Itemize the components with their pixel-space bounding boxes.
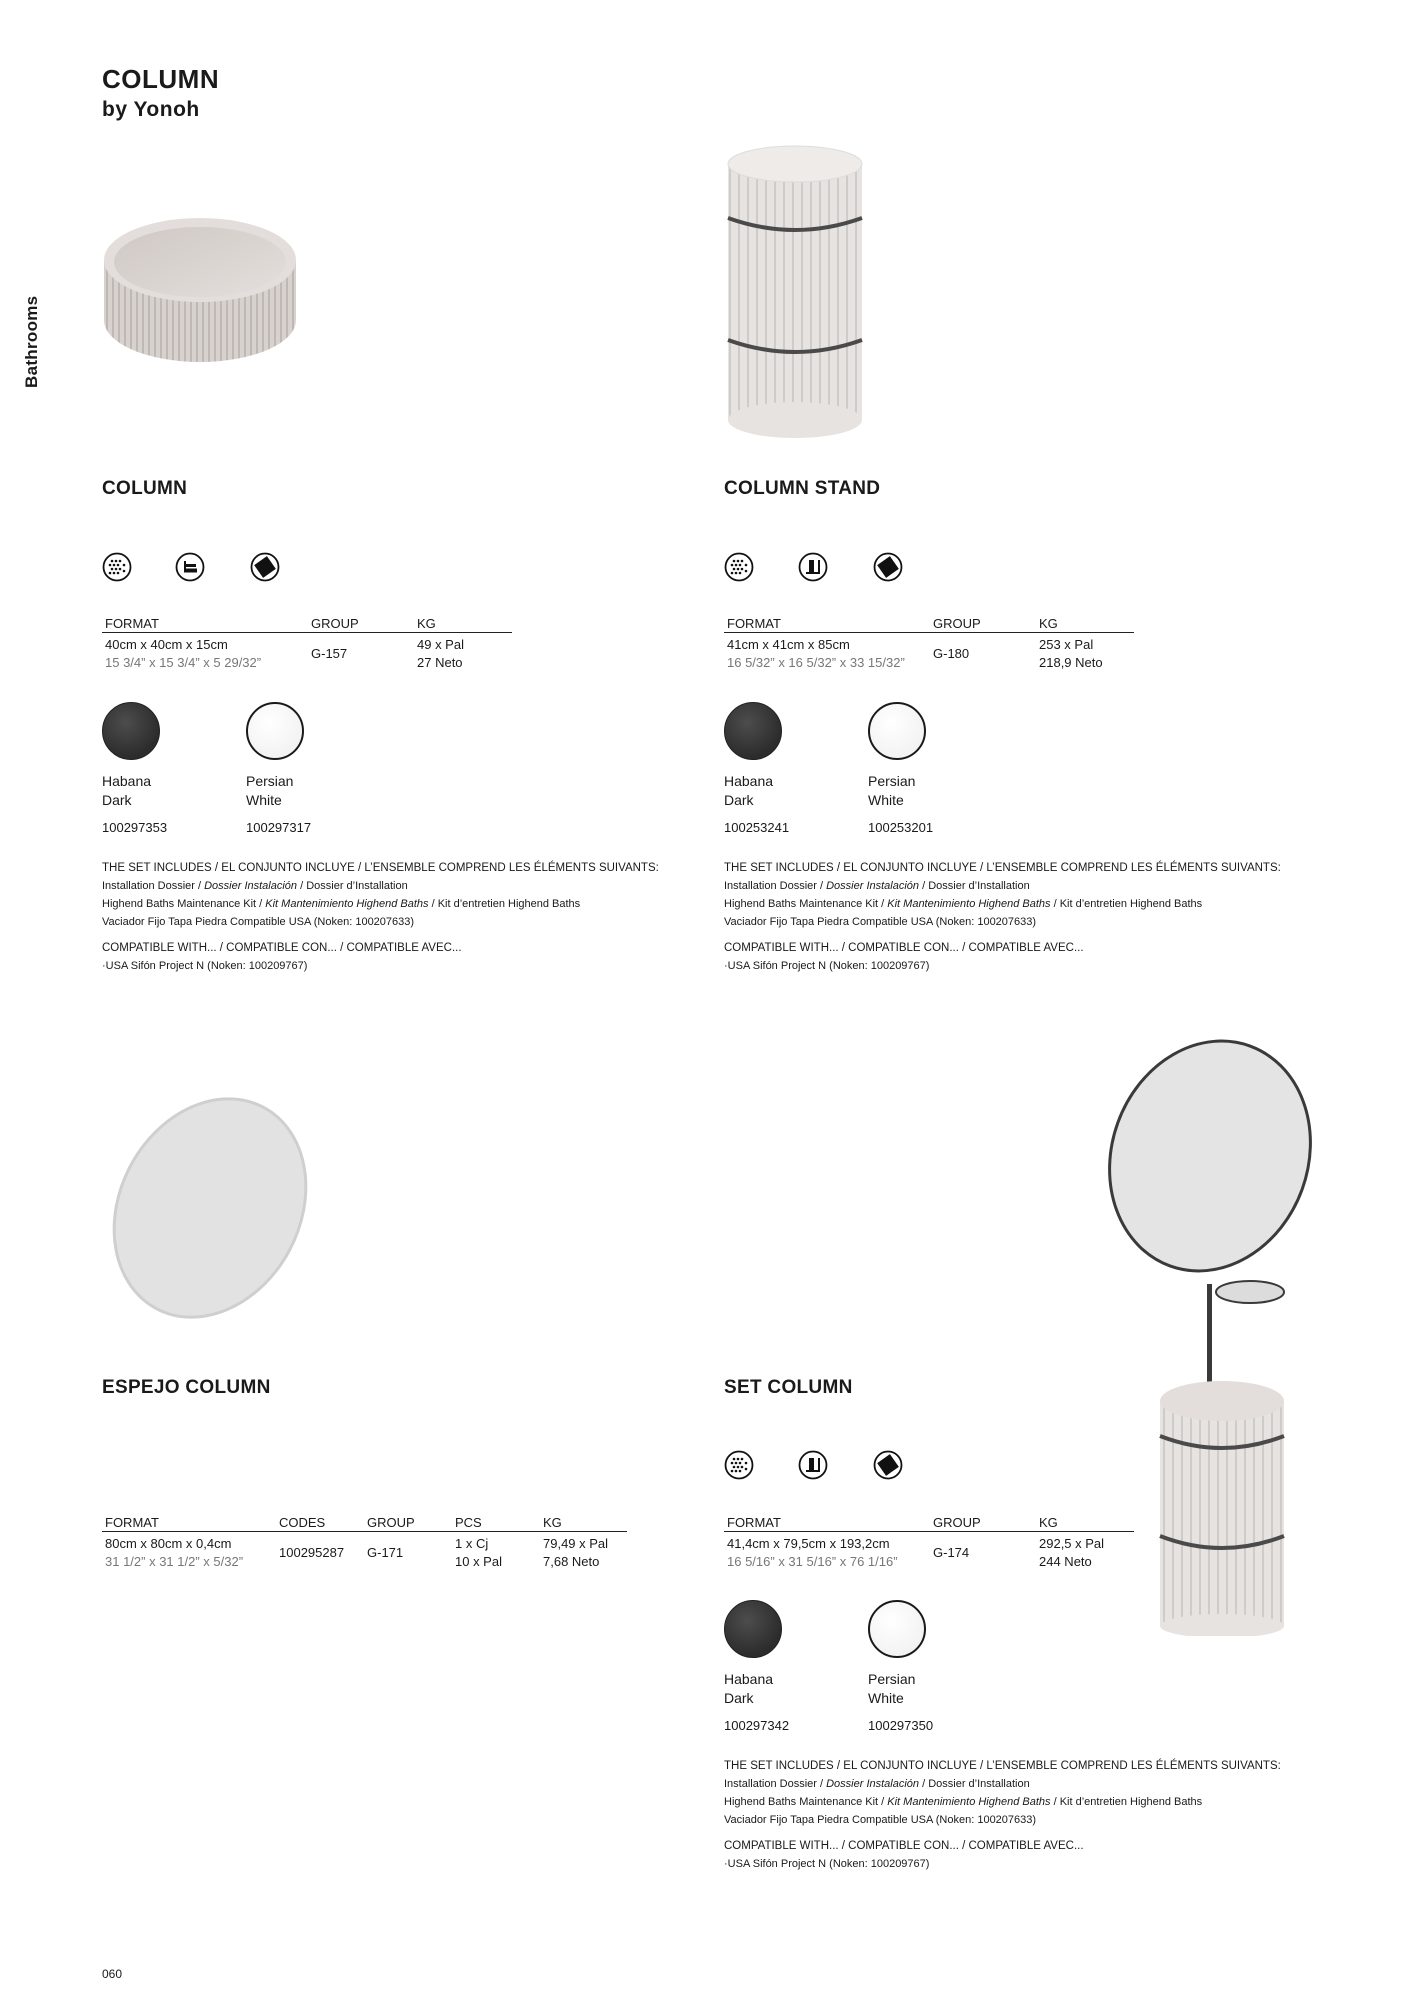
color-name: Persian White: [868, 773, 916, 808]
format-metric: 40cm x 40cm x 15cm: [105, 637, 228, 652]
floor-standing-icon: [798, 552, 828, 582]
eco-dots-icon: [724, 552, 754, 582]
brand-title: COLUMN: [102, 64, 220, 94]
kg-net: 7,68 Neto: [543, 1554, 600, 1569]
header-group: GROUP: [930, 1515, 1036, 1532]
format-imperial: 16 5/16” x 31 5/16” x 76 1/16”: [727, 1554, 898, 1569]
color-name: Habana Dark: [724, 773, 774, 808]
format-imperial: 31 1/2” x 31 1/2” x 5/32”: [105, 1554, 244, 1569]
habana-dark-swatch: [102, 702, 160, 760]
persian-white-swatch: [868, 1600, 926, 1658]
column-stand-image: [720, 142, 870, 442]
format-metric: 41cm x 41cm x 85cm: [727, 637, 850, 652]
habana-dark-swatch: [724, 702, 782, 760]
set-column-spec-table: [724, 1515, 1134, 1571]
pcs-box: 1 x Cj: [455, 1536, 489, 1551]
format-imperial: 16 5/32” x 16 5/32” x 33 15/32”: [727, 655, 905, 670]
persian-white-swatch: [868, 702, 926, 760]
kg-pallet: 49 x Pal: [417, 637, 464, 652]
eco-dots-icon: [102, 552, 132, 582]
color-code: 100297342: [724, 1718, 790, 1733]
page-number: 060: [102, 1967, 123, 1981]
eco-dots-icon: [724, 1450, 754, 1480]
countertop-mount-icon: [175, 552, 205, 582]
header-kg: KG: [414, 616, 512, 633]
column-basin-image: [100, 208, 300, 376]
header-kg: KG: [1036, 616, 1134, 633]
header-format: FORMAT: [102, 1515, 276, 1532]
pcs-pallet: 10 x Pal: [455, 1554, 502, 1569]
kg-pallet: 292,5 x Pal: [1039, 1536, 1105, 1551]
header-format: FORMAT: [724, 1515, 930, 1532]
group-value: G-171: [367, 1545, 404, 1560]
group-value: G-174: [933, 1545, 970, 1560]
diamond-finish-icon: [250, 552, 280, 582]
color-name: Habana Dark: [724, 1671, 774, 1706]
color-code: 100253241: [724, 820, 790, 835]
diamond-finish-icon: [873, 1450, 903, 1480]
header-kg: KG: [540, 1515, 627, 1532]
habana-dark-swatch: [724, 1600, 782, 1658]
codes-value: 100295287: [279, 1545, 345, 1560]
kg-net: 218,9 Neto: [1039, 655, 1103, 670]
header-format: FORMAT: [724, 616, 930, 633]
column-title: COLUMN: [102, 478, 188, 499]
color-name: Persian White: [246, 773, 294, 808]
header-codes: CODES: [276, 1515, 364, 1532]
persian-white-swatch: [246, 702, 304, 760]
espejo-column-spec-table: [102, 1515, 627, 1571]
kg-pallet: 79,49 x Pal: [543, 1536, 609, 1551]
column-spec-table: [102, 616, 512, 672]
column-stand-set-includes: THE SET INCLUDES / EL CONJUNTO INCLUYE / L’ENSEMBLE COMPREND LES ÉLÉMENTS SUIVANTS: Installation Dossier / Dossier Instalación / Dossier d’Installation Highend Baths Maintenance Kit / Kit Mantenimiento Highend Baths / Kit d’entretien Highend Baths Vaciador Fijo Tapa Piedra Compatible USA (Noken: 100207633) COMPATIBLE WITH... / COMPATIBLE CON... / COMPATIBLE AVEC... ·USA Sifón Project N (Noken: 100209767): [724, 862, 1281, 972]
color-name: Persian White: [868, 1671, 916, 1706]
group-value: G-157: [311, 646, 348, 661]
column-stand-title: COLUMN STAND: [724, 478, 881, 499]
kg-pallet: 253 x Pal: [1039, 637, 1094, 652]
color-code: 100253201: [868, 820, 934, 835]
header-group: GROUP: [308, 616, 414, 633]
column-set-includes: THE SET INCLUDES / EL CONJUNTO INCLUYE / L’ENSEMBLE COMPREND LES ÉLÉMENTS SUIVANTS: Installation Dossier / Dossier Instalación / Dossier d’Installation Highend Baths Maintenance Kit / Kit Mantenimiento Highend Baths / Kit d’entretien Highend Baths Vaciador Fijo Tapa Piedra Compatible USA (Noken: 100207633) COMPATIBLE WITH... / COMPATIBLE CON... / COMPATIBLE AVEC... ·USA Sifón Project N (Noken: 100209767): [102, 862, 659, 972]
floor-standing-icon: [798, 1450, 828, 1480]
section-side-label: Bathrooms: [22, 295, 41, 388]
header-kg: KG: [1036, 1515, 1134, 1532]
header-format: FORMAT: [102, 616, 308, 633]
format-imperial: 15 3/4” x 15 3/4” x 5 29/32”: [105, 655, 262, 670]
diamond-finish-icon: [873, 552, 903, 582]
header-pcs: PCS: [452, 1515, 540, 1532]
group-value: G-180: [933, 646, 970, 661]
set-column-set-includes: THE SET INCLUDES / EL CONJUNTO INCLUYE / L’ENSEMBLE COMPREND LES ÉLÉMENTS SUIVANTS: Installation Dossier / Dossier Instalación / Dossier d’Installation Highend Baths Maintenance Kit / Kit Mantenimiento Highend Baths / Kit d’entretien Highend Baths Vaciador Fijo Tapa Piedra Compatible USA (Noken: 100207633) COMPATIBLE WITH... / COMPATIBLE CON... / COMPATIBLE AVEC... ·USA Sifón Project N (Noken: 100209767): [724, 1760, 1281, 1870]
header-group: GROUP: [364, 1515, 452, 1532]
set-column-image: [1100, 1036, 1330, 1636]
espejo-column-image: [100, 1088, 320, 1328]
kg-net: 244 Neto: [1039, 1554, 1092, 1569]
color-code: 100297353: [102, 820, 168, 835]
espejo-column-title: ESPEJO COLUMN: [102, 1377, 271, 1398]
kg-net: 27 Neto: [417, 655, 463, 670]
format-metric: 41,4cm x 79,5cm x 193,2cm: [727, 1536, 890, 1551]
brand-subtitle: by Yonoh: [102, 98, 200, 121]
header-group: GROUP: [930, 616, 1036, 633]
color-code: 100297350: [868, 1718, 934, 1733]
set-column-title: SET COLUMN: [724, 1377, 853, 1398]
color-code: 100297317: [246, 820, 312, 835]
format-metric: 80cm x 80cm x 0,4cm: [105, 1536, 232, 1551]
color-name: Habana Dark: [102, 773, 152, 808]
column-stand-spec-table: [724, 616, 1134, 672]
